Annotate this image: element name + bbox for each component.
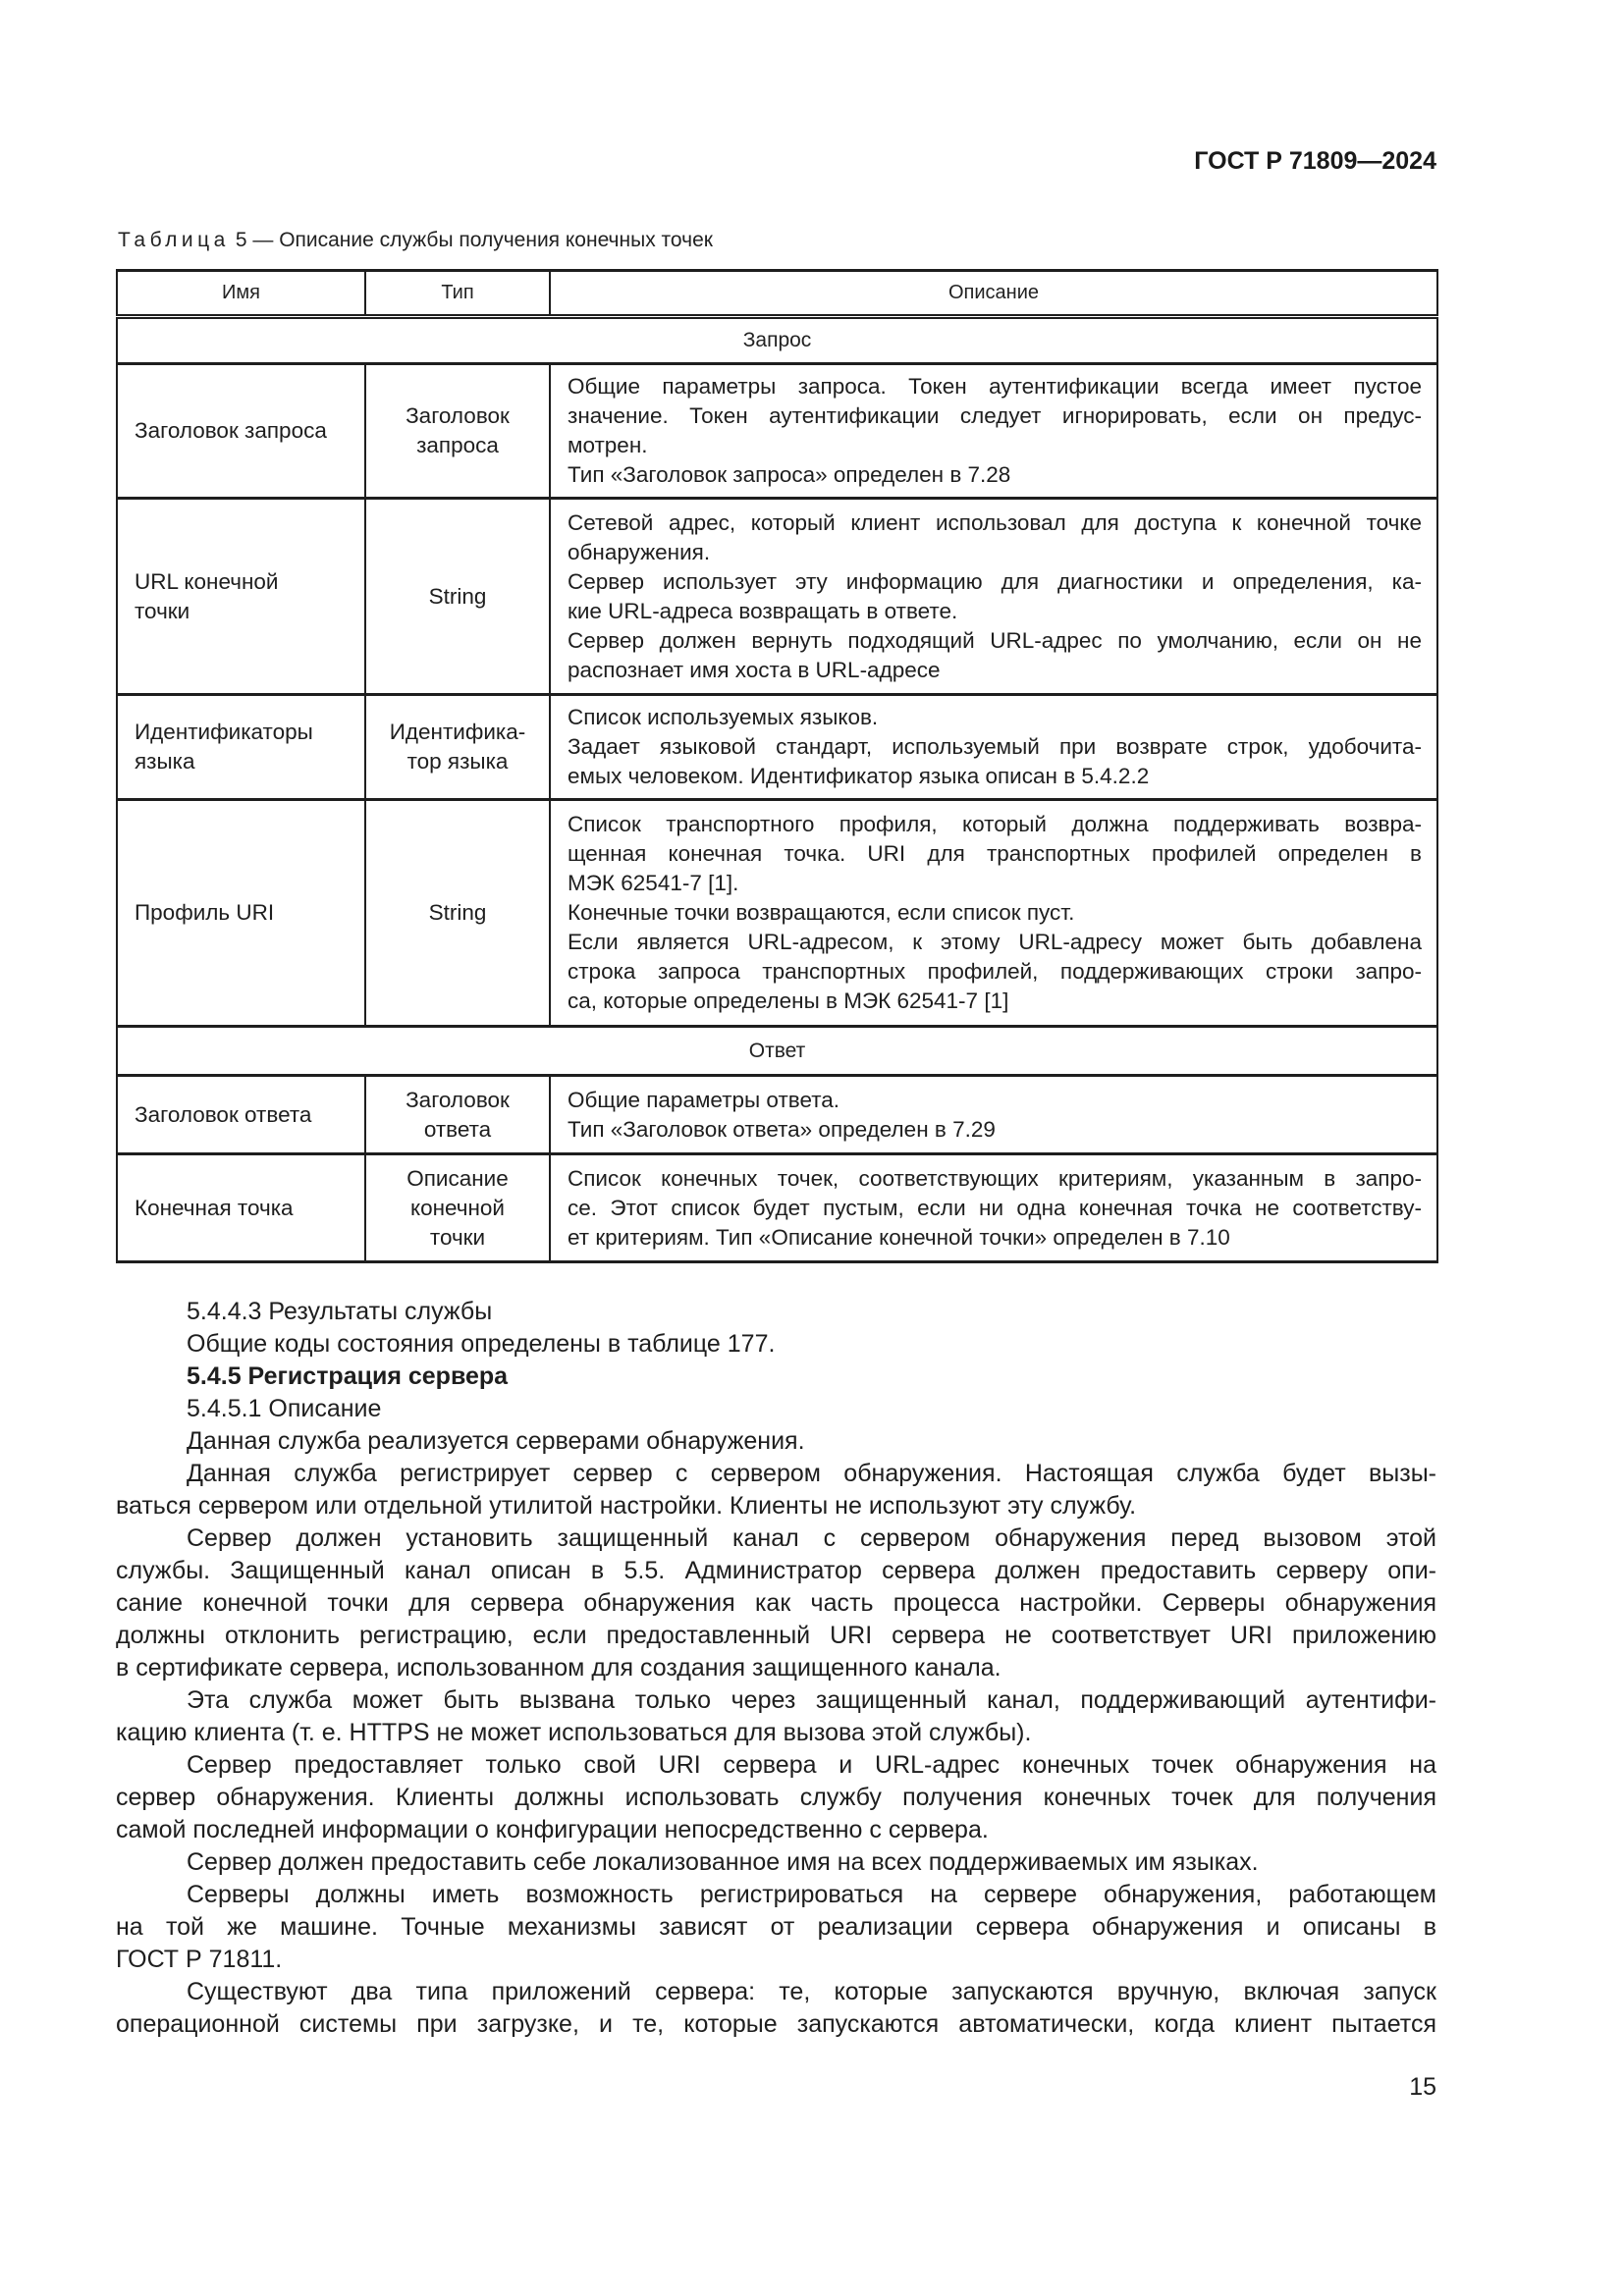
cell-description-line: Общие параметры запроса. Токен аутентификации всегда имеет пустое bbox=[568, 374, 1422, 399]
table-row bbox=[117, 800, 1437, 1027]
cell-description-line: се. Этот список будет пустым, если ни одна конечная точка не соответству- bbox=[568, 1195, 1422, 1220]
cell-description-line: строка запроса транспортных профилей, поддерживающих строки запро- bbox=[568, 959, 1422, 984]
cell-description-line: Список транспортного профиля, который должна поддерживать возвра- bbox=[568, 812, 1422, 836]
subsection-heading: 5.4.4.3 Результаты службы bbox=[187, 1298, 493, 1325]
table-caption bbox=[118, 229, 713, 252]
cell-description-line: обнаружения. bbox=[568, 539, 711, 564]
cell-description-line: щенная конечная точка. URI для транспортных профилей определен в bbox=[568, 841, 1422, 866]
paragraph-line: Общие коды состояния определены в таблице 177. bbox=[187, 1330, 776, 1358]
cell-description-line: Сервер должен вернуть подходящий URL-адрес по умолчанию, если он не bbox=[568, 627, 1422, 653]
cell-description-line: Список конечных точек, соответствующих критериям, указанным в запро- bbox=[568, 1165, 1422, 1191]
cell-type bbox=[365, 1154, 550, 1262]
cell-name bbox=[117, 364, 365, 499]
cell-name bbox=[117, 1154, 365, 1262]
cell-type-line: Идентифика- bbox=[389, 720, 526, 744]
paragraph-line: должны отклонить регистрацию, если предоставленный URI сервера не соответствует URI приложению bbox=[116, 1622, 1436, 1649]
section-label-request: Запрос bbox=[117, 317, 1437, 364]
cell-description-line: кие URL-адреса возвращать в ответе. bbox=[568, 598, 958, 623]
cell-name-line: Конечная точка bbox=[135, 1195, 294, 1220]
cell-description bbox=[550, 1076, 1437, 1154]
cell-name bbox=[117, 695, 365, 800]
table-row bbox=[117, 364, 1437, 499]
endpoints-service-table bbox=[116, 269, 1438, 1263]
column-header-description: Описание bbox=[550, 271, 1437, 317]
section-row-request bbox=[117, 317, 1437, 364]
table-caption-text: 5 — Описание службы получения конечных точек bbox=[235, 229, 713, 251]
cell-description-line: Конечные точки возвращаются, если список пуст. bbox=[568, 900, 1075, 925]
cell-name-line: Заголовок запроса bbox=[135, 418, 327, 443]
cell-type-line: Заголовок bbox=[406, 403, 510, 428]
cell-description-line: Задает языковой стандарт, используемый при возврате строк, удобочита- bbox=[568, 734, 1422, 759]
paragraph-line: Данная служба реализуется серверами обнаружения. bbox=[187, 1427, 805, 1455]
cell-description bbox=[550, 499, 1437, 695]
paragraph-line: кацию клиента (т. е. HTTPS не может использоваться для вызова этой службы). bbox=[116, 1719, 1032, 1746]
cell-type-line: запроса bbox=[416, 433, 499, 457]
cell-description-line: Сервер использует эту информацию для диагностики и определения, ка- bbox=[568, 568, 1422, 594]
column-header-name: Имя bbox=[117, 271, 365, 317]
paragraph-line: Существуют два типа приложений сервера: те, которые запускаются вручную, включая запуск bbox=[187, 1978, 1436, 2005]
cell-name-line: URL конечной bbox=[135, 568, 279, 594]
cell-name bbox=[117, 800, 365, 1027]
page-number: 15 bbox=[1409, 2073, 1436, 2101]
cell-description-line: МЭК 62541-7 [1]. bbox=[568, 871, 739, 895]
cell-name-line: Идентификаторы bbox=[135, 720, 313, 744]
cell-type bbox=[365, 800, 550, 1027]
cell-description-line: распознает имя хоста в URL-адресе bbox=[568, 657, 941, 682]
subsection-heading: 5.4.5.1 Описание bbox=[187, 1395, 382, 1422]
paragraph-line: Сервер предоставляет только свой URI сервера и URL-адрес конечных точек обнаружения на bbox=[187, 1751, 1436, 1779]
cell-description-line: са, которые определены в МЭК 62541-7 [1] bbox=[568, 988, 1009, 1013]
table-header-row bbox=[117, 271, 1437, 317]
paragraph-line: ГОСТ Р 71811. bbox=[116, 1946, 283, 1973]
paragraph-line: в сертификате сервера, использованном для создания защищенного канала. bbox=[116, 1654, 1001, 1682]
cell-type-line: String bbox=[428, 583, 487, 609]
body-text bbox=[116, 1296, 1436, 2041]
cell-description-line: Список используемых языков. bbox=[568, 705, 879, 729]
cell-type-line: тор языка bbox=[406, 749, 509, 774]
cell-description-line: Сетевой адрес, который клиент использовал для доступа к конечной точке bbox=[568, 509, 1422, 535]
section-heading: 5.4.5 Регистрация сервера bbox=[187, 1362, 509, 1390]
cell-type bbox=[365, 695, 550, 800]
cell-name bbox=[117, 1076, 365, 1154]
cell-description-line: Общие параметры ответа. bbox=[568, 1087, 840, 1112]
cell-name-line: точки bbox=[135, 598, 190, 623]
table-caption-label: Таблица bbox=[118, 229, 230, 251]
cell-type-line: ответа bbox=[423, 1116, 492, 1142]
cell-description-line: ет критериям. Тип «Описание конечной точки» определен в 7.10 bbox=[568, 1224, 1230, 1250]
cell-type bbox=[365, 1076, 550, 1154]
cell-description bbox=[550, 800, 1437, 1027]
table-row bbox=[117, 499, 1437, 695]
table-row bbox=[117, 695, 1437, 800]
cell-description-line: мотрен. bbox=[568, 433, 648, 457]
cell-type-line: String bbox=[428, 900, 487, 925]
cell-type-line: конечной bbox=[409, 1195, 506, 1220]
cell-type-line: точки bbox=[429, 1224, 486, 1250]
cell-description-line: Тип «Заголовок запроса» определен в 7.28 bbox=[568, 462, 1011, 487]
cell-type bbox=[365, 499, 550, 695]
paragraph-line: сервер обнаружения. Клиенты должны использовать службу получения конечных точек для получения bbox=[116, 1784, 1436, 1811]
cell-name-line: Заголовок ответа bbox=[135, 1101, 312, 1127]
cell-description-line: Тип «Заголовок ответа» определен в 7.29 bbox=[568, 1116, 996, 1142]
cell-description bbox=[550, 364, 1437, 499]
cell-description bbox=[550, 695, 1437, 800]
cell-description-line: Если является URL-адресом, к этому URL-адресу может быть добавлена bbox=[568, 930, 1422, 954]
cell-type bbox=[365, 364, 550, 499]
paragraph-line: сание конечной точки для сервера обнаружения как часть процесса настройки. Серверы обнаружения bbox=[116, 1589, 1436, 1617]
column-header-type: Тип bbox=[365, 271, 550, 317]
cell-name-line: Профиль URI bbox=[135, 900, 275, 925]
paragraph-line: самой последней информации о конфигурации непосредственно с сервера. bbox=[116, 1816, 989, 1843]
cell-name bbox=[117, 499, 365, 695]
paragraph-line: Сервер должен установить защищенный канал с сервером обнаружения перед вызовом этой bbox=[187, 1524, 1436, 1552]
paragraph-line: на той же машине. Точные механизмы зависят от реализации сервера обнаружения и описаны в bbox=[116, 1913, 1436, 1941]
cell-description bbox=[550, 1154, 1437, 1262]
section-row-response bbox=[117, 1027, 1437, 1076]
paragraph-line: Данная служба регистрирует сервер с сервером обнаружения. Настоящая служба будет вызы- bbox=[187, 1460, 1436, 1487]
cell-type-line: Описание bbox=[406, 1165, 509, 1191]
table-row bbox=[117, 1154, 1437, 1262]
paragraph-line: Серверы должны иметь возможность регистрироваться на сервере обнаружения, работающем bbox=[187, 1881, 1436, 1908]
paragraph-line: ваться сервером или отдельной утилитой настройки. Клиенты не используют эту службу. bbox=[116, 1492, 1137, 1520]
section-label-response: Ответ bbox=[117, 1027, 1437, 1076]
paragraph-line: Эта служба может быть вызвана только через защищенный канал, поддерживающий аутентифи- bbox=[187, 1686, 1436, 1714]
paragraph-line: Сервер должен предоставить себе локализованное имя на всех поддерживаемых им языках. bbox=[187, 1848, 1259, 1876]
paragraph-line: операционной системы при загрузке, и те, которые запускаются автоматически, когда клиент пытается bbox=[116, 2010, 1436, 2038]
cell-description-line: емых человеком. Идентификатор языка описан в 5.4.2.2 bbox=[568, 764, 1150, 788]
cell-type-line: Заголовок bbox=[406, 1087, 510, 1112]
cell-description-line: значение. Токен аутентификации следует игнорировать, если он предус- bbox=[568, 403, 1422, 428]
table-row bbox=[117, 1076, 1437, 1154]
cell-name-line: языка bbox=[135, 749, 195, 774]
document-id-header: ГОСТ Р 71809—2024 bbox=[1194, 147, 1436, 175]
paragraph-line: службы. Защищенный канал описан в 5.5. Администратор сервера должен предоставить серверу опи- bbox=[116, 1557, 1436, 1584]
